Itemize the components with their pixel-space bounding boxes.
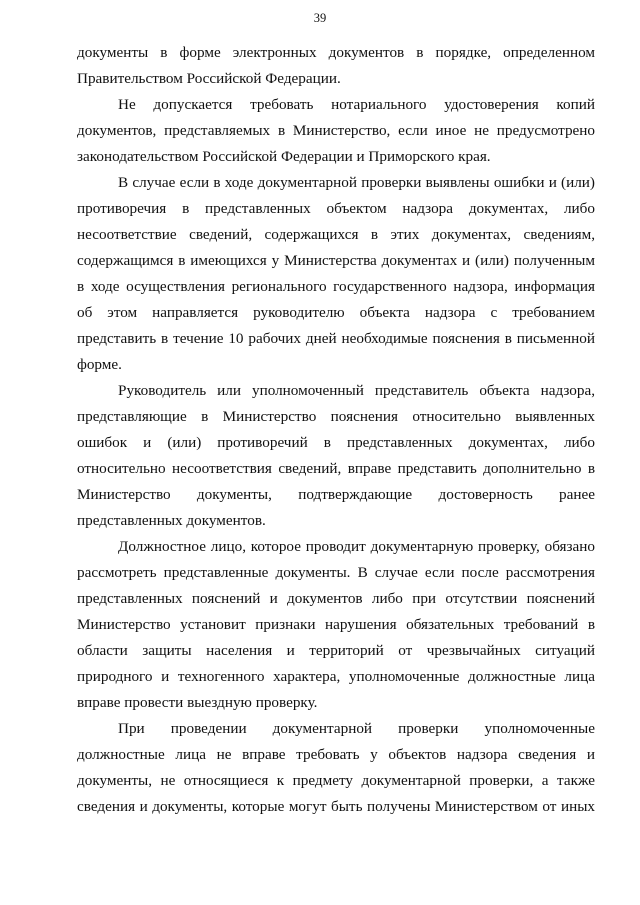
text-line: Руководитель или уполномоченный представитель объекта надзора,: [118, 382, 595, 399]
text-line: в ходе осуществления регионального государственного надзора, информация: [77, 278, 595, 295]
text-line: Не допускается требовать нотариального удостоверения копий: [118, 96, 595, 113]
text-line: Должностное лицо, которое проводит документарную проверку, обязано: [118, 538, 595, 555]
text-line: форме.: [77, 356, 122, 373]
text-line: области защиты населения и территорий от чрезвычайных ситуаций: [77, 642, 595, 659]
paragraph-2: [77, 92, 595, 170]
text-line: об этом направляется руководителю объекта надзора с требованием: [77, 304, 595, 321]
document-body: [77, 40, 595, 820]
text-line: Министерство документы, подтверждающие достоверность ранее: [77, 486, 595, 503]
text-line: относительно несоответствия сведений, вправе представить дополнительно в: [77, 460, 595, 477]
text-line: рассмотреть представленные документы. В случае если после рассмотрения: [77, 564, 595, 581]
paragraph-6: [77, 716, 595, 820]
paragraph-5: [77, 534, 595, 716]
text-line: В случае если в ходе документарной проверки выявлены ошибки и (или): [118, 174, 595, 191]
text-line: представляющие в Министерство пояснения относительно выявленных: [77, 408, 595, 425]
text-line: представленных пояснений и документов либо при отсутствии пояснений: [77, 590, 595, 607]
text-line: документы в форме электронных документов в порядке, определенном: [77, 44, 595, 61]
text-line: должностные лица не вправе требовать у объектов надзора сведения и: [77, 746, 595, 763]
text-line: вправе провести выездную проверку.: [77, 694, 318, 711]
text-line: документов, представляемых в Министерство, если иное не предусмотрено: [77, 122, 595, 139]
text-line: сведения и документы, которые могут быть получены Министерством от иных: [77, 798, 595, 815]
text-line: При проведении документарной проверки уполномоченные: [118, 720, 595, 737]
paragraph-4: [77, 378, 595, 534]
page-number: 39: [313, 11, 327, 25]
text-line: противоречия в представленных объектом надзора документах, либо: [77, 200, 595, 217]
text-line: представленных документов.: [77, 512, 266, 529]
text-line: Министерство установит признаки нарушения обязательных требований в: [77, 616, 595, 633]
text-line: содержащимся в имеющихся у Министерства документах и (или) полученным: [77, 252, 595, 269]
text-line: документы, не относящиеся к предмету документарной проверки, а также: [77, 772, 595, 789]
text-line: несоответствие сведений, содержащихся в этих документах, сведениям,: [77, 226, 595, 243]
text-line: природного и техногенного характера, уполномоченные должностные лица: [77, 668, 595, 685]
paragraph-3: [77, 170, 595, 378]
paragraph-1: [77, 40, 595, 92]
text-line: законодательством Российской Федерации и Приморского края.: [77, 148, 491, 165]
text-line: представить в течение 10 рабочих дней необходимые пояснения в письменной: [77, 330, 595, 347]
text-line: Правительством Российской Федерации.: [77, 70, 341, 87]
text-line: ошибок и (или) противоречий в представленных документах, либо: [77, 434, 595, 451]
